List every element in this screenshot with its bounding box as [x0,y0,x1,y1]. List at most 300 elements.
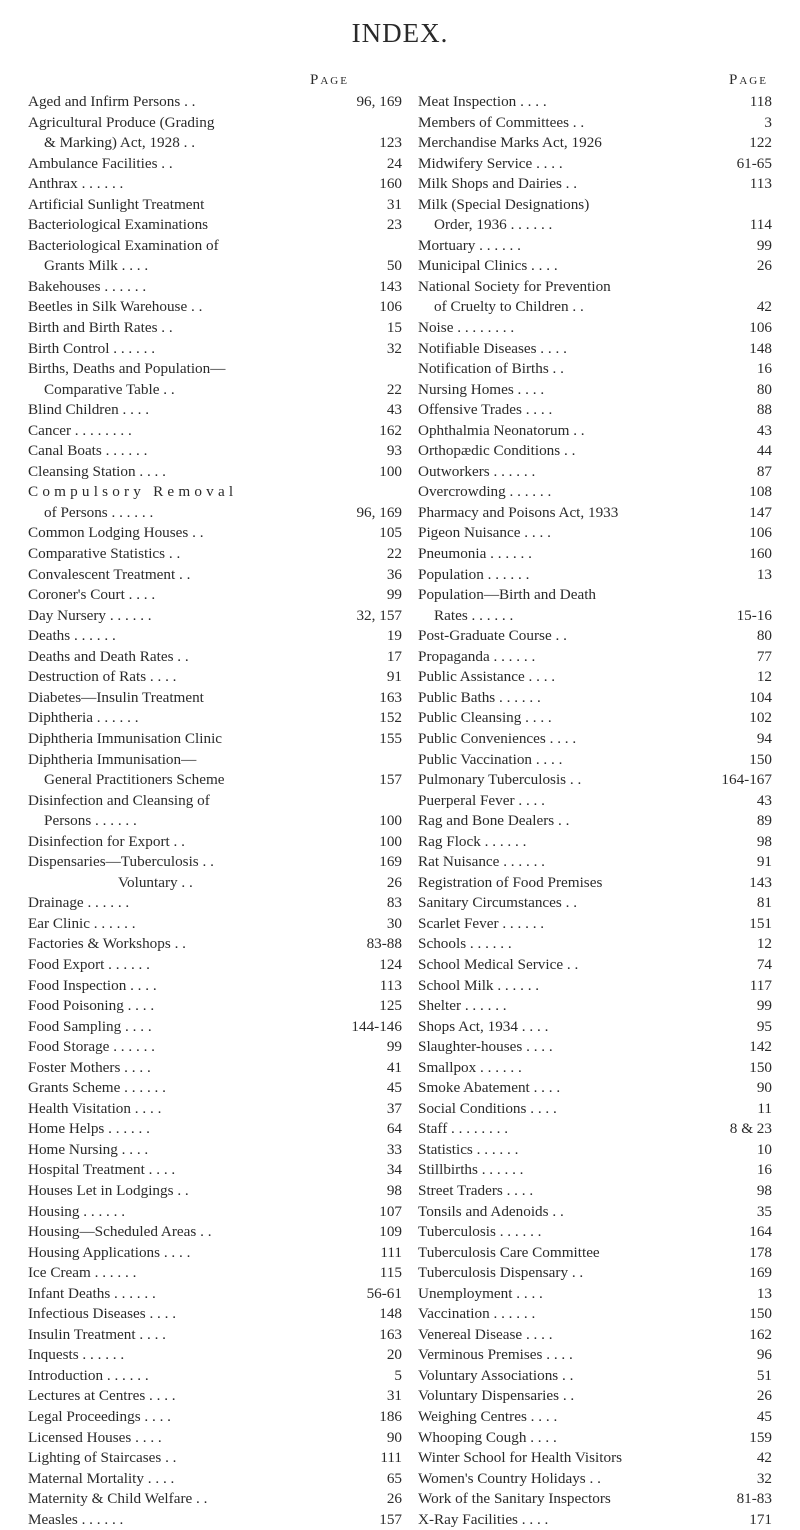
index-entry-label: Scarlet Fever . . . . . . [418,914,545,932]
index-entry [418,1263,772,1284]
index-entry-label: Pneumonia . . . . . . [418,545,532,563]
index-entry-page: 142 [749,1038,772,1056]
index-entry-label: Tuberculosis Care Committee [418,1243,600,1261]
index-entry-label: Notification of Births . . [418,360,564,378]
index-entry-label: Common Lodging Houses . . [28,524,204,542]
index-entry-page: 150 [749,750,772,768]
index-entry-label: Coroner's Court . . . . [28,586,156,604]
index-entry [28,421,402,442]
index-entry-label: Introduction . . . . . . [28,1366,149,1384]
index-entry-page: 83 [386,894,402,912]
index-entry [418,1017,772,1038]
index-entry-page: 11 [757,1099,772,1117]
index-entry-page: 12 [756,935,772,953]
index-entry [28,934,402,955]
index-entry-page: 160 [749,545,772,563]
index-entry-page: 164-167 [721,771,772,789]
index-entry-label: Street Traders . . . . [418,1181,534,1199]
index-entry [28,1037,402,1058]
index-entry-label: Schools . . . . . . [418,935,512,953]
index-entry [418,1386,772,1407]
index-entry [28,236,402,257]
index-entry-label: Ambulance Facilities . . [28,154,173,172]
index-entry-page: 98 [756,832,772,850]
index-entry-page: 106 [749,319,772,337]
index-entry-page: 26 [386,873,402,891]
index-entry-label: of Persons . . . . . . [44,503,154,521]
index-entry-page: 43 [756,421,772,439]
index-entry-label: Disinfection and Cleansing of [28,791,210,809]
index-entry [418,1160,772,1181]
index-entry-page: 80 [756,627,772,645]
index-entry [418,1243,772,1264]
index-entry-label: Anthrax . . . . . . [28,175,124,193]
index-entry [28,195,402,216]
index-entry-label: Aged and Infirm Persons . . [28,93,196,110]
index-entry [418,359,772,380]
index-entry [28,852,402,873]
index-entry-page: 117 [749,976,772,994]
index-entry-page: 36 [386,565,402,583]
index-entry-label: Staff . . . . . . . . [418,1120,508,1138]
index-entry-label: Municipal Clinics . . . . [418,257,558,275]
index-entry [28,647,402,668]
index-entry-label: Infant Deaths . . . . . . [28,1284,156,1302]
index-entry-label: Offensive Trades . . . . [418,401,553,419]
index-entry-page: 16 [756,360,772,378]
index-entry-label: & Marking) Act, 1928 . . [44,134,196,152]
index-entry-page: 13 [756,1284,772,1302]
index-entry-label: Housing—Scheduled Areas . . [28,1223,212,1241]
index-entry [28,1448,402,1469]
index-entry-page: 100 [379,812,402,830]
index-entry [28,1202,402,1223]
index-entry-label: Comparative Statistics . . [28,545,181,563]
index-entry-page: 124 [379,955,402,973]
index-entry-page: 10 [756,1140,772,1158]
index-entry-page: 160 [379,175,402,193]
index-entry-page: 143 [749,873,772,891]
index-entry [418,1345,772,1366]
index-entry-page: 15 [386,319,402,337]
index-entry [28,626,402,647]
index-entry-page: 30 [386,914,402,932]
index-entry-label: Grants Milk . . . . [44,257,149,275]
index-entry [418,1058,772,1079]
index-entry-page: 106 [749,524,772,542]
index-entry-page: 44 [756,442,772,460]
index-entry-page: 22 [386,380,402,398]
index-entry [418,113,772,134]
index-entry-label: Ophthalmia Neonatorum . . [418,421,585,439]
index-entry-page: 81-83 [736,1490,772,1508]
index-entry [28,1304,402,1325]
index-entry-page: 15-16 [736,606,772,624]
index-entry-label: Sanitary Circumstances . . [418,894,578,912]
index-entry-label: Licensed Houses . . . . [28,1428,162,1446]
index-entry [418,976,772,997]
index-entry-page: 3 [764,113,772,131]
index-entry-page: 163 [379,1325,402,1343]
index-entry-page: 26 [386,1490,402,1508]
index-entry-label: Smallpox . . . . . . [418,1058,522,1076]
index-entry-page: 162 [379,421,402,439]
index-entry [28,256,402,277]
index-entry-page: 109 [379,1223,402,1241]
index-entry-page: 32 [756,1469,772,1487]
index-entry-page: 26 [756,257,772,275]
index-entry-label: Registration of Food Premises [418,873,603,891]
index-entry-label: Notifiable Diseases . . . . [418,339,567,357]
index-entry-label: Noise . . . . . . . . [418,319,515,337]
index-entry [28,996,402,1017]
index-entry-page: 186 [379,1408,402,1425]
index-entry [418,318,772,339]
index-entry [28,688,402,709]
index-entry [28,380,402,401]
index-entry-label: Statistics . . . . . . [418,1140,519,1158]
index-entry [418,297,772,318]
index-entry-page: 113 [749,175,772,193]
index-entry [28,400,402,421]
index-entry-label: Home Nursing . . . . [28,1140,149,1158]
index-entry-label: Housing Applications . . . . [28,1243,191,1261]
index-entry [28,750,402,771]
index-entry-page: 106 [379,298,402,316]
index-entry [28,1017,402,1038]
index-entry-page: 8 & 23 [729,1120,772,1138]
index-entry-label: Lighting of Staircases . . [28,1449,177,1467]
index-entry-label: Mortuary . . . . . . [418,236,521,254]
index-entry-label: Cancer . . . . . . . . [28,421,132,439]
index-entry [28,729,402,750]
index-entry [418,1222,772,1243]
index-entry [28,914,402,935]
index-entry-label: General Practitioners Scheme [44,771,225,789]
index-entry-page: 151 [749,914,772,932]
index-entry-page: 77 [756,647,772,665]
index-entry-label: Insulin Treatment . . . . [28,1325,166,1343]
index-entry [418,1366,772,1387]
index-entry-page: 81 [756,894,772,912]
index-entry-page: 65 [386,1469,402,1487]
index-entry-label: Tuberculosis . . . . . . [418,1223,542,1241]
page-column-header-left: Page [310,72,349,88]
index-entry-label: Bacteriological Examination of [28,236,219,254]
index-entry-page: 96, 169 [356,93,402,110]
index-entry-page: 114 [749,216,772,234]
index-entry [28,791,402,812]
index-entry-page: 125 [379,997,402,1015]
index-entry [28,811,402,832]
index-entry [418,811,772,832]
index-entry-label: Venereal Disease . . . . [418,1325,553,1343]
index-entry [418,1284,772,1305]
index-entry-page: 13 [756,565,772,583]
index-entry [418,1489,772,1510]
index-entry [28,503,402,524]
index-entry [418,791,772,812]
index-entry [418,523,772,544]
index-entry-page: 31 [386,1387,402,1405]
index-entry [28,133,402,154]
index-entry-label: Overcrowding . . . . . . [418,483,552,501]
index-entry [28,92,402,113]
index-entry [28,1243,402,1264]
index-column-right [418,92,772,1530]
index-entry-page: 152 [379,709,402,727]
index-entry-label: Tonsils and Adenoids . . [418,1202,564,1220]
index-entry-page: 105 [379,524,402,542]
index-entry-label: Members of Committees . . [418,113,585,131]
index-entry-label: Voluntary Associations . . [418,1366,574,1384]
index-entry [28,955,402,976]
index-entry [418,1078,772,1099]
index-entry-label: Inquests . . . . . . [28,1346,125,1364]
index-entry-page: 91 [756,853,772,871]
index-entry-page: 113 [379,976,402,994]
index-entry-page: 43 [386,401,402,419]
index-entry [418,832,772,853]
index-entry [28,1140,402,1161]
index-entry [418,256,772,277]
index-entry [28,318,402,339]
index-entry [418,462,772,483]
index-entry-page: 171 [749,1510,772,1528]
index-entry-label: Milk Shops and Dairies . . [418,175,578,193]
index-entry-label: School Milk . . . . . . [418,976,540,994]
index-entry-page: 64 [386,1120,402,1138]
index-entry-label: Voluntary Dispensaries . . [418,1387,575,1405]
index-entry-page: 96 [756,1346,772,1364]
index-entry-label: Birth and Birth Rates . . [28,319,173,337]
index-entry [418,1037,772,1058]
index-entry-page: 111 [380,1243,402,1261]
index-entry [418,503,772,524]
index-entry [418,708,772,729]
index-entry-page: 159 [749,1428,772,1446]
index-entry-label: Diphtheria Immunisation— [28,750,197,768]
index-entry [28,1099,402,1120]
index-entry-label: National Society for Prevention [418,277,611,295]
index-entry [418,339,772,360]
index-entry-page: 61-65 [736,154,772,172]
index-entry-page: 147 [749,503,772,521]
index-entry [418,688,772,709]
index-entry-label: Food Poisoning . . . . [28,997,155,1015]
index-entry-label: Voluntary . . [118,873,193,891]
index-entry-page: 99 [756,236,772,254]
index-entry-label: Maternal Mortality . . . . [28,1469,175,1487]
index-entry [418,174,772,195]
index-entry-label: Order, 1936 . . . . . . [434,216,553,234]
index-entry-page: 99 [386,586,402,604]
index-entry-label: Maternity & Child Welfare . . [28,1490,208,1508]
index-entry-label: Bakehouses . . . . . . [28,277,147,295]
index-entry-label: Foster Mothers . . . . [28,1058,151,1076]
index-entry-page: 37 [386,1099,402,1117]
index-entry-page: 26 [756,1387,772,1405]
index-entry-label: Unemployment . . . . [418,1284,543,1302]
index-entry-label: Cleansing Station . . . . [28,462,166,480]
index-entry-label: Verminous Premises . . . . [418,1346,573,1364]
index-entry [418,133,772,154]
index-entry-label: Dispensaries—Tuberculosis . . [28,853,214,871]
index-entry-page: 122 [749,134,772,152]
index-entry-page: 164 [749,1223,772,1241]
index-entry-label: Housing . . . . . . [28,1202,126,1220]
index-entry [28,667,402,688]
index-entry-label: Legal Proceedings . . . . [28,1408,171,1425]
index-entry-page: 5 [394,1366,402,1384]
index-entry-label: Drainage . . . . . . [28,894,130,912]
index-entry-page: 45 [756,1408,772,1425]
index-entry-page: 123 [379,134,402,152]
index-entry-label: Hospital Treatment . . . . [28,1161,176,1179]
index-entry-page: 93 [386,442,402,460]
index-entry-page: 95 [756,1017,772,1035]
index-entry [418,585,772,606]
index-entry [418,441,772,462]
index-entry [418,544,772,565]
page-column-header-right: Page [729,72,768,88]
index-entry-label: Public Baths . . . . . . [418,688,541,706]
index-entry-page: 155 [379,729,402,747]
index-entry-page: 43 [756,791,772,809]
index-entry-label: Health Visitation . . . . [28,1099,162,1117]
index-entry [28,1510,402,1530]
index-entry-label: Blind Children . . . . [28,401,150,419]
index-entry [28,1181,402,1202]
index-entry-page: 99 [386,1038,402,1056]
index-entry-label: Food Export . . . . . . [28,955,150,973]
index-entry-label: Canal Boats . . . . . . [28,442,148,460]
index-entry-page: 89 [756,812,772,830]
index-entry-page: 83-88 [366,935,402,953]
index-entry [28,339,402,360]
index-entry-label: Population—Birth and Death [418,586,597,604]
index-entry-page: 107 [379,1202,402,1220]
index-entry [28,462,402,483]
index-entry-page: 91 [386,668,402,686]
index-entry-label: Public Conveniences . . . . [418,729,577,747]
index-entry-page: 23 [386,216,402,234]
index-entry-label: Slaughter-houses . . . . [418,1038,553,1056]
index-entry [418,914,772,935]
index-entry [28,544,402,565]
index-entry [418,195,772,216]
index-entry-label: School Medical Service . . [418,955,579,973]
index-entry-label: Social Conditions . . . . [418,1099,557,1117]
index-entry [28,523,402,544]
index-entry-label: Population . . . . . . [418,565,530,583]
index-entry [28,297,402,318]
index-entry-label: Smoke Abatement . . . . [418,1079,561,1097]
index-entry [418,1325,772,1346]
index-entry-page: 178 [749,1243,772,1261]
index-entry-label: Milk (Special Designations) [418,195,590,213]
index-entry-page: 20 [386,1346,402,1364]
index-entry [418,893,772,914]
index-entry-label: Beetles in Silk Warehouse . . [28,298,203,316]
index-entry [418,236,772,257]
index-entry-label: Tuberculosis Dispensary . . [418,1264,584,1282]
index-entry-label: Day Nursery . . . . . . [28,606,152,624]
index-column-left [28,92,402,1530]
index-entry-label: Public Cleansing . . . . [418,709,552,727]
index-entry-label: Public Vaccination . . . . [418,750,563,768]
index-entry-label: Destruction of Rats . . . . [28,668,177,686]
index-entry [418,606,772,627]
index-entry-page: 32, 157 [356,606,402,624]
index-entry-page: 45 [386,1079,402,1097]
index-entry-page: 56-61 [366,1284,402,1302]
index-entry-label: Shelter . . . . . . [418,997,507,1015]
index-entry-page: 42 [756,298,772,316]
index-entry [418,1304,772,1325]
index-entry [418,750,772,771]
index-entry-page: 98 [756,1181,772,1199]
index-entry [418,1469,772,1490]
index-entry [28,482,402,503]
index-entry [28,832,402,853]
index-entry [418,1448,772,1469]
index-entry [28,1345,402,1366]
index-entry-page: 111 [380,1449,402,1467]
index-entry [28,893,402,914]
index-entry-page: 35 [756,1202,772,1220]
index-entry [28,1078,402,1099]
index-entry [28,1160,402,1181]
index-entry-label: Rag Flock . . . . . . [418,832,527,850]
index-entry-label: Pigeon Nuisance . . . . [418,524,551,542]
index-entry-page: 74 [756,955,772,973]
index-entry-label: Deaths . . . . . . [28,627,116,645]
index-entry [28,1366,402,1387]
index-entry-label: Births, Deaths and Population— [28,360,226,378]
index-entry [418,277,772,298]
index-entry-page: 148 [379,1305,402,1323]
index-entry-page: 157 [379,1510,402,1528]
index-entry-page: 51 [756,1366,772,1384]
index-entry-page: 32 [386,339,402,357]
index-entry-label: Birth Control . . . . . . [28,339,155,357]
index-entry [418,1510,772,1530]
index-entry-page: 41 [386,1058,402,1076]
index-entry-label: Meat Inspection . . . . [418,93,547,110]
index-entry [28,1489,402,1510]
index-entry-label: Weighing Centres . . . . [418,1408,558,1425]
index-entry-label: Food Inspection . . . . [28,976,157,994]
index-entry-label: Lectures at Centres . . . . [28,1387,176,1405]
index-entry-label: Pulmonary Tuberculosis . . [418,771,582,789]
index-entry [418,873,772,894]
index-entry [28,1284,402,1305]
index-entry [28,359,402,380]
index-entry [28,113,402,134]
index-entry-page: 150 [749,1305,772,1323]
index-entry [418,1181,772,1202]
index-entry [28,1325,402,1346]
index-entry-label: Nursing Homes . . . . [418,380,545,398]
index-entry-label: Infectious Diseases . . . . [28,1305,177,1323]
index-entry-label: Outworkers . . . . . . [418,462,536,480]
index-entry-page: 96, 169 [356,503,402,521]
index-entry [28,174,402,195]
index-entry [28,1407,402,1428]
index-entry-label: Propaganda . . . . . . [418,647,536,665]
index-entry-label: Winter School for Health Visitors [418,1449,623,1467]
